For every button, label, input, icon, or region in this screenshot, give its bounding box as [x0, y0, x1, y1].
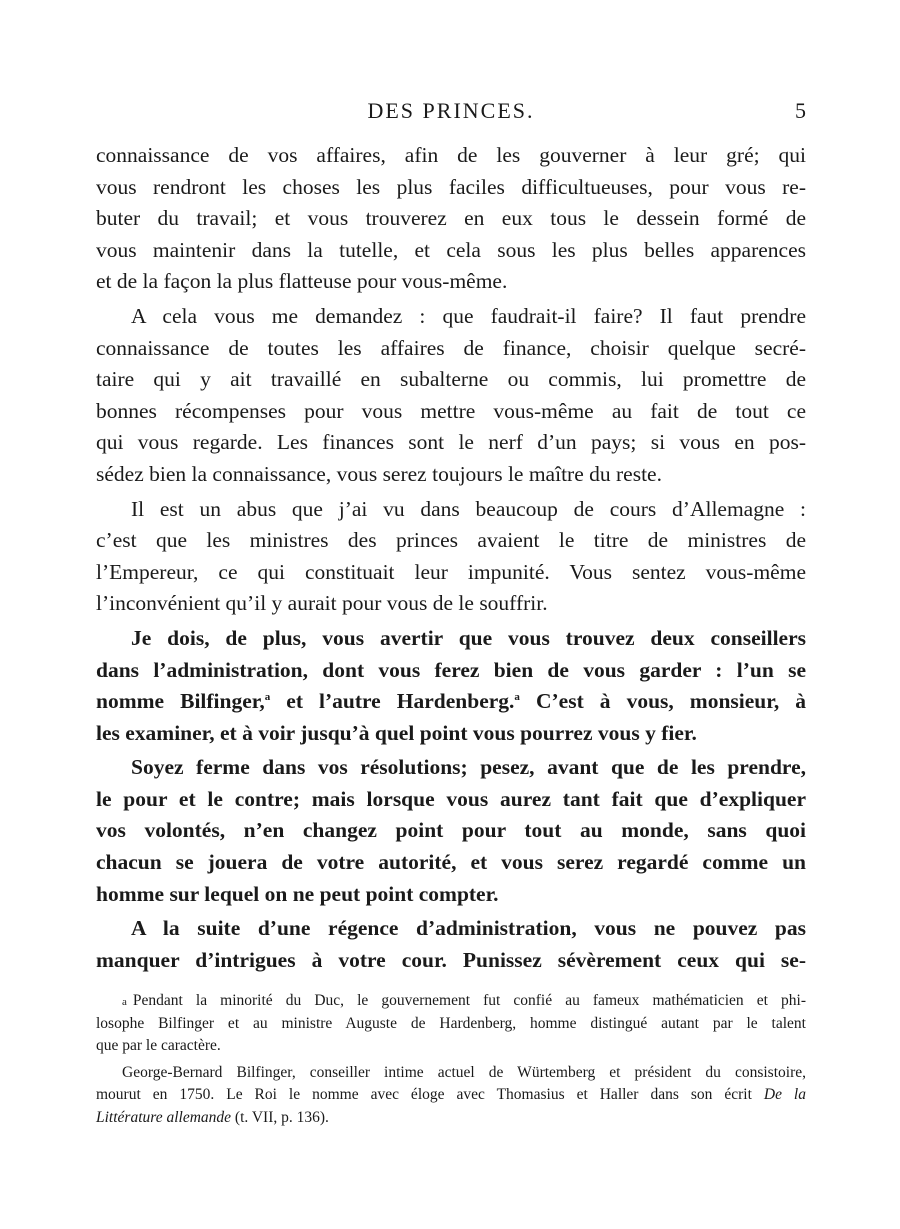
text-line: le pour et le contre; mais lorsque vous aurez tant fait que d’expliquer: [96, 786, 806, 811]
text-line: manquer d’intrigues à votre cour. Punissez sévèrement ceux qui se-: [96, 947, 806, 972]
text-line: qui vous regarde. Les finances sont le nerf d’un pays; si vous en pos-: [96, 430, 806, 455]
running-head: [96, 98, 806, 128]
text-line: l’inconvénient qu’il y aurait pour vous de le souffrir.: [96, 591, 548, 616]
paragraph-2: [96, 301, 806, 491]
footnote-text: Pendant la minorité du Duc, le gouvernement fut confié au fameux mathématicien et phi-: [132, 992, 806, 1009]
text-line: connaissance de toutes les affaires de finance, choisir quelque secré-: [96, 335, 806, 360]
paragraph-5: [96, 752, 806, 910]
paragraph-6: [96, 913, 806, 976]
book-title: De la: [763, 1086, 806, 1103]
text-fragment: nomme Bilfinger,: [96, 689, 265, 714]
text-line: connaissance de vos affaires, afin de les gouverner à leur gré; qui: [96, 143, 806, 167]
text-line: les examiner, et à voir jusqu’à quel point vous pourrez vous y fier.: [96, 720, 697, 745]
text-line: A cela vous me demandez : que faudrait-il faire? Il faut prendre: [131, 303, 806, 328]
footnote-line: George-Bernard Bilfinger, conseiller intime actuel de Würtemberg et président du consistoire,: [122, 1063, 806, 1081]
body-text: [96, 140, 806, 976]
text-line: vous rendront les choses les plus faciles difficultueuses, pour vous re-: [96, 174, 806, 199]
text-line: dans l’administration, dont vous ferez bien de vous garder : l’un se: [96, 657, 806, 682]
text-line: chacun se jouera de votre autorité, et vous serez regardé comme un: [96, 850, 806, 875]
text-line: homme sur lequel on ne peut point compter.: [96, 881, 499, 906]
book-title: Littérature allemande: [96, 1108, 232, 1126]
text-line: A la suite d’une régence d’administration, vous ne pouvez pas: [131, 916, 806, 941]
text-line: bonnes récompenses pour vous mettre vous-même au fait de tout ce: [96, 398, 806, 423]
text-line: vos volontés, n’en changez point pour tout au monde, sans quoi: [96, 818, 806, 843]
text-line: Il est un abus que j’ai vu dans beaucoup de cours d’Allemagne :: [131, 496, 806, 521]
running-title: DES PRINCES.: [367, 98, 535, 123]
footnote-ref[interactable]: a: [514, 690, 520, 703]
footnote-line: [96, 990, 806, 1013]
paragraph-1: [96, 140, 806, 298]
text-line: c’est que les ministres des princes avaient le titre de ministres de: [96, 528, 806, 553]
footnote-line: [96, 1084, 806, 1107]
text-line: taire qui y ait travaillé en subalterne ou commis, lui promettre de: [96, 367, 806, 392]
text-line-with-footnote-refs: [96, 686, 806, 718]
text-line: sédez bien la connaissance, vous serez toujours le maître du reste.: [96, 461, 662, 486]
text-line: Je dois, de plus, vous avertir que vous trouvez deux conseillers: [131, 625, 806, 650]
footnote-ref[interactable]: a: [264, 690, 271, 703]
footnote-line: losophe Bilfinger et au ministre Auguste de Hardenberg, homme distingué autant par le talent: [96, 1014, 806, 1032]
text-line: Soyez ferme dans vos résolutions; pesez, avant que de les prendre,: [131, 755, 806, 780]
text-line: et de la façon la plus flatteuse pour vous-même.: [96, 269, 508, 294]
text-line: buter du travail; et vous trouverez en eux tous le dessein formé de: [96, 206, 806, 231]
page-number: 5: [795, 98, 806, 123]
footnote-line: que par le caractère.: [96, 1037, 221, 1054]
footnotes: [96, 990, 806, 1129]
paragraph-3: [96, 494, 806, 620]
text-fragment: C’est à vous, monsieur, à: [519, 689, 807, 714]
text-line: vous maintenir dans la tutelle, et cela sous les plus belles apparences: [96, 237, 806, 262]
text-fragment: et l’autre Hardenberg.: [270, 689, 515, 714]
text-line: l’Empereur, ce qui constituait leur impunité. Vous sentez vous-même: [96, 559, 806, 584]
footnote-marker: a: [122, 996, 127, 1008]
footnote-text: mourut en 1750. Le Roi le nomme avec éloge avec Thomasius et Haller dans son écrit: [96, 1086, 764, 1103]
footnote-line: [96, 1107, 806, 1130]
footnote-text: (t. VII, p. 136).: [231, 1108, 329, 1126]
paragraph-4: [96, 623, 806, 749]
